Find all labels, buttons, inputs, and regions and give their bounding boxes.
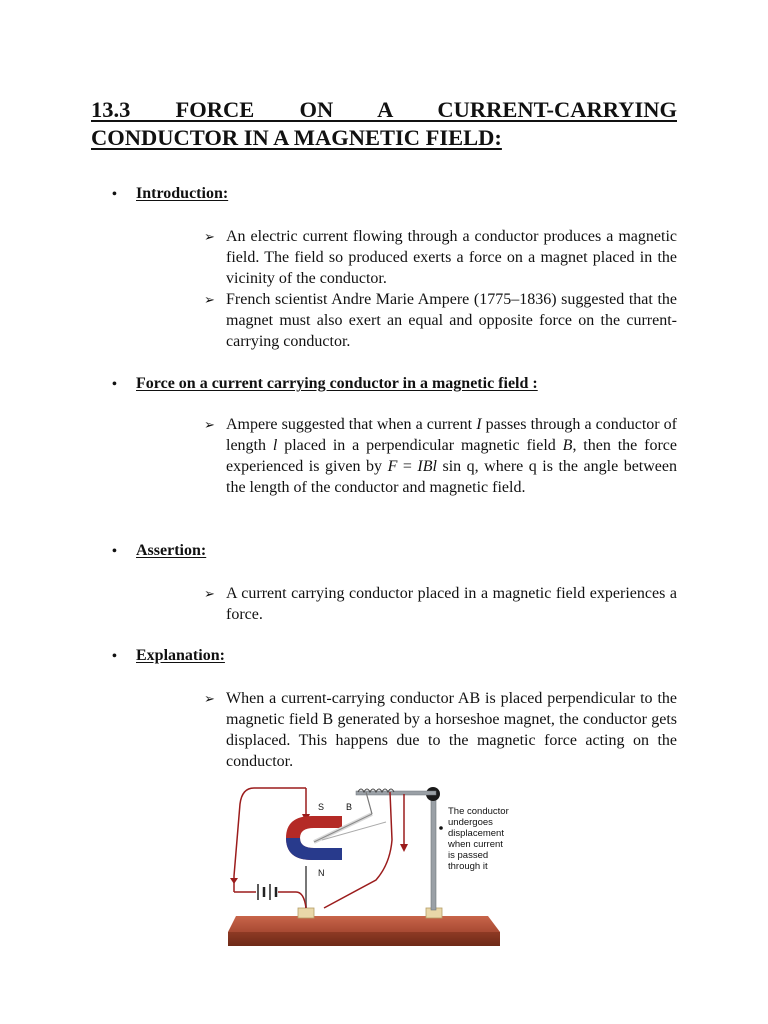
figure-caption-line: is passed <box>448 850 489 861</box>
figure-caption-line: undergoes <box>448 817 493 828</box>
apparatus-figure <box>226 780 516 952</box>
section-heading-explanation <box>112 647 225 665</box>
force-paragraph <box>204 414 677 498</box>
left-stand-foot <box>298 908 314 918</box>
heading-text: Introduction: <box>136 185 229 202</box>
symbol-ibl: IBl <box>417 458 437 475</box>
symbol-current: I <box>476 416 482 433</box>
figure-caption-line: through it <box>448 861 488 872</box>
bullet-icon: • <box>112 649 117 664</box>
section-heading-introduction <box>112 185 228 203</box>
section-heading-force <box>112 375 538 393</box>
paragraph-text: A current carrying conductor placed in a magnetic field experiences a force. <box>226 585 677 623</box>
right-stand-rod <box>431 790 436 910</box>
label-s: S <box>318 802 325 812</box>
paragraph-text: French scientist Andre Marie Ampere (1775–1836) suggested that the magnet must also exert an equal and opposite force on the current-carrying conductor. <box>226 291 677 350</box>
introduction-paragraph-1 <box>204 226 677 289</box>
figure-caption-line: when current <box>448 839 503 850</box>
arrow-bullet-icon: ➢ <box>204 586 215 601</box>
arrow-bullet-icon: ➢ <box>204 292 215 307</box>
arrow-bullet-icon: ➢ <box>204 417 215 432</box>
arrow-bullet-icon: ➢ <box>204 691 215 706</box>
wooden-base-edge <box>228 932 500 946</box>
bullet-icon: • <box>112 544 117 559</box>
explanation-paragraph <box>204 688 677 772</box>
bullet-icon: • <box>112 377 117 392</box>
label-n: N <box>318 868 325 878</box>
title-line-2: CONDUCTOR IN A MAGNETIC FIELD: <box>91 125 502 150</box>
symbol-length: l <box>272 437 278 454</box>
assertion-paragraph <box>204 583 677 625</box>
heading-text: Explanation: <box>136 647 225 664</box>
label-b: B <box>346 802 353 812</box>
paragraph-text: An electric current flowing through a conductor produces a magnetic field. The field so produced exerts a force on a magnet placed in the vicinity of the conductor. <box>226 228 677 287</box>
arrow-bullet-icon: ➢ <box>204 229 215 244</box>
symbol-field: B <box>562 437 573 454</box>
symbol-force: F <box>387 458 398 475</box>
heading-text: Assertion: <box>136 542 207 559</box>
heading-text: Force on a current carrying conductor in a magnetic field : <box>136 375 538 392</box>
figure-caption-line: The conductor <box>448 806 509 817</box>
figure-caption-line: displacement <box>448 828 504 839</box>
wooden-base <box>228 916 500 932</box>
bullet-icon: • <box>112 187 117 202</box>
introduction-paragraph-2 <box>204 289 677 352</box>
page-title <box>91 96 677 152</box>
horizontal-rod <box>356 791 436 795</box>
paragraph-text: Ampere suggested that when a current I passes through a conductor of length l placed in a perpendicular magnetic field B, then the force experienced is given by F = IBl sin q, where q is the angle between the length of the conductor and magnetic field. <box>226 416 678 496</box>
section-heading-assertion <box>112 542 206 560</box>
title-line-1: 13.3 FORCE ON A CURRENT-CARRYING <box>91 97 677 122</box>
paragraph-text: When a current-carrying conductor AB is placed perpendicular to the magnetic field B generated by a horseshoe magnet, the conductor gets displaced. This happens due to the magnetic force acting on the conductor. <box>226 690 677 770</box>
